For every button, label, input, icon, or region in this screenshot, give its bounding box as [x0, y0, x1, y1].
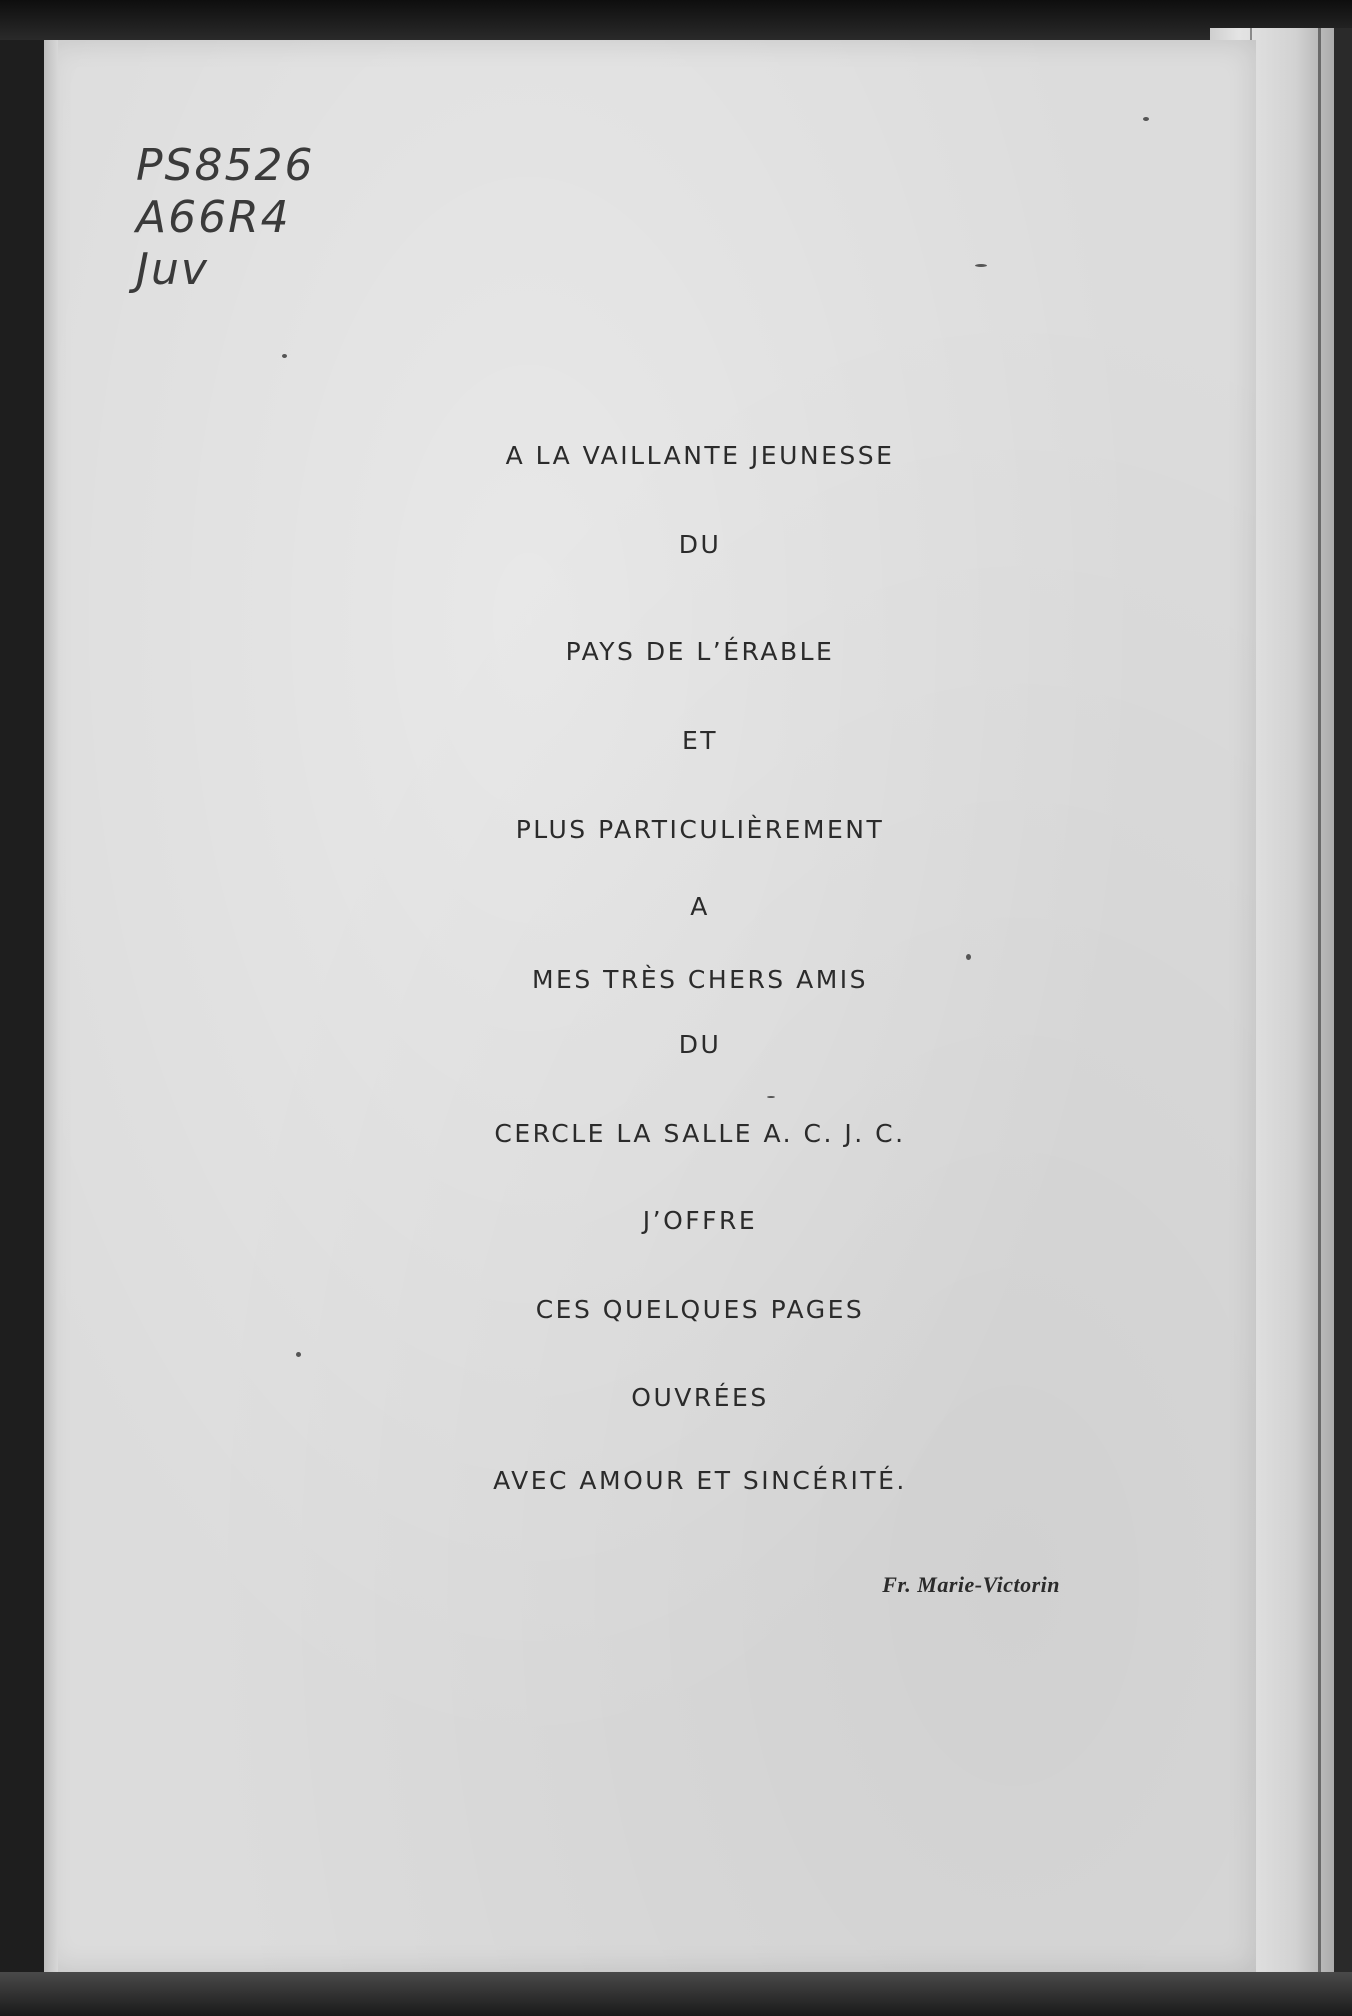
- paper-speck: [966, 954, 971, 960]
- dedication-line: ET: [681, 726, 719, 755]
- dedication-line: A LA VAILLANTE JEUNESSE: [505, 441, 895, 470]
- paper-speck: [1143, 117, 1149, 121]
- page: [44, 40, 1256, 1972]
- paper-speck: [282, 354, 287, 358]
- dedication-line: J’OFFRE: [642, 1206, 758, 1235]
- dedication-line: PLUS PARTICULIÈREMENT: [515, 815, 885, 844]
- page-left-edge: [44, 40, 58, 1972]
- dedication-line: DU: [678, 530, 722, 559]
- call-number-line: PS8526: [136, 140, 315, 191]
- dedication-line: MES TRÈS CHERS AMIS: [531, 965, 869, 994]
- dedication-line: DU: [678, 1030, 722, 1059]
- signature: Fr. Marie-Victorin: [882, 1572, 1060, 1597]
- paper-speck: [975, 264, 987, 267]
- dedication-line: PAYS DE L’ÉRABLE: [565, 637, 835, 666]
- dedication-line: A: [690, 892, 710, 921]
- dedication-line: OUVRÉES: [631, 1383, 769, 1412]
- dedication-line: AVEC AMOUR ET SINCÉRITÉ.: [493, 1466, 907, 1495]
- dedication-line: CERCLE LA SALLE A. C. J. C.: [494, 1119, 906, 1148]
- dedication-line: CES QUELQUES PAGES: [535, 1295, 865, 1324]
- paper-speck: [767, 1096, 775, 1098]
- scanner-bed-top: [0, 0, 1352, 40]
- handwritten-call-number: [136, 140, 314, 296]
- paper-speck: [296, 1352, 301, 1357]
- call-number-line: Juv: [136, 244, 209, 295]
- call-number-line: A66R4: [136, 192, 291, 243]
- scanner-bed-bottom: [0, 1972, 1352, 2016]
